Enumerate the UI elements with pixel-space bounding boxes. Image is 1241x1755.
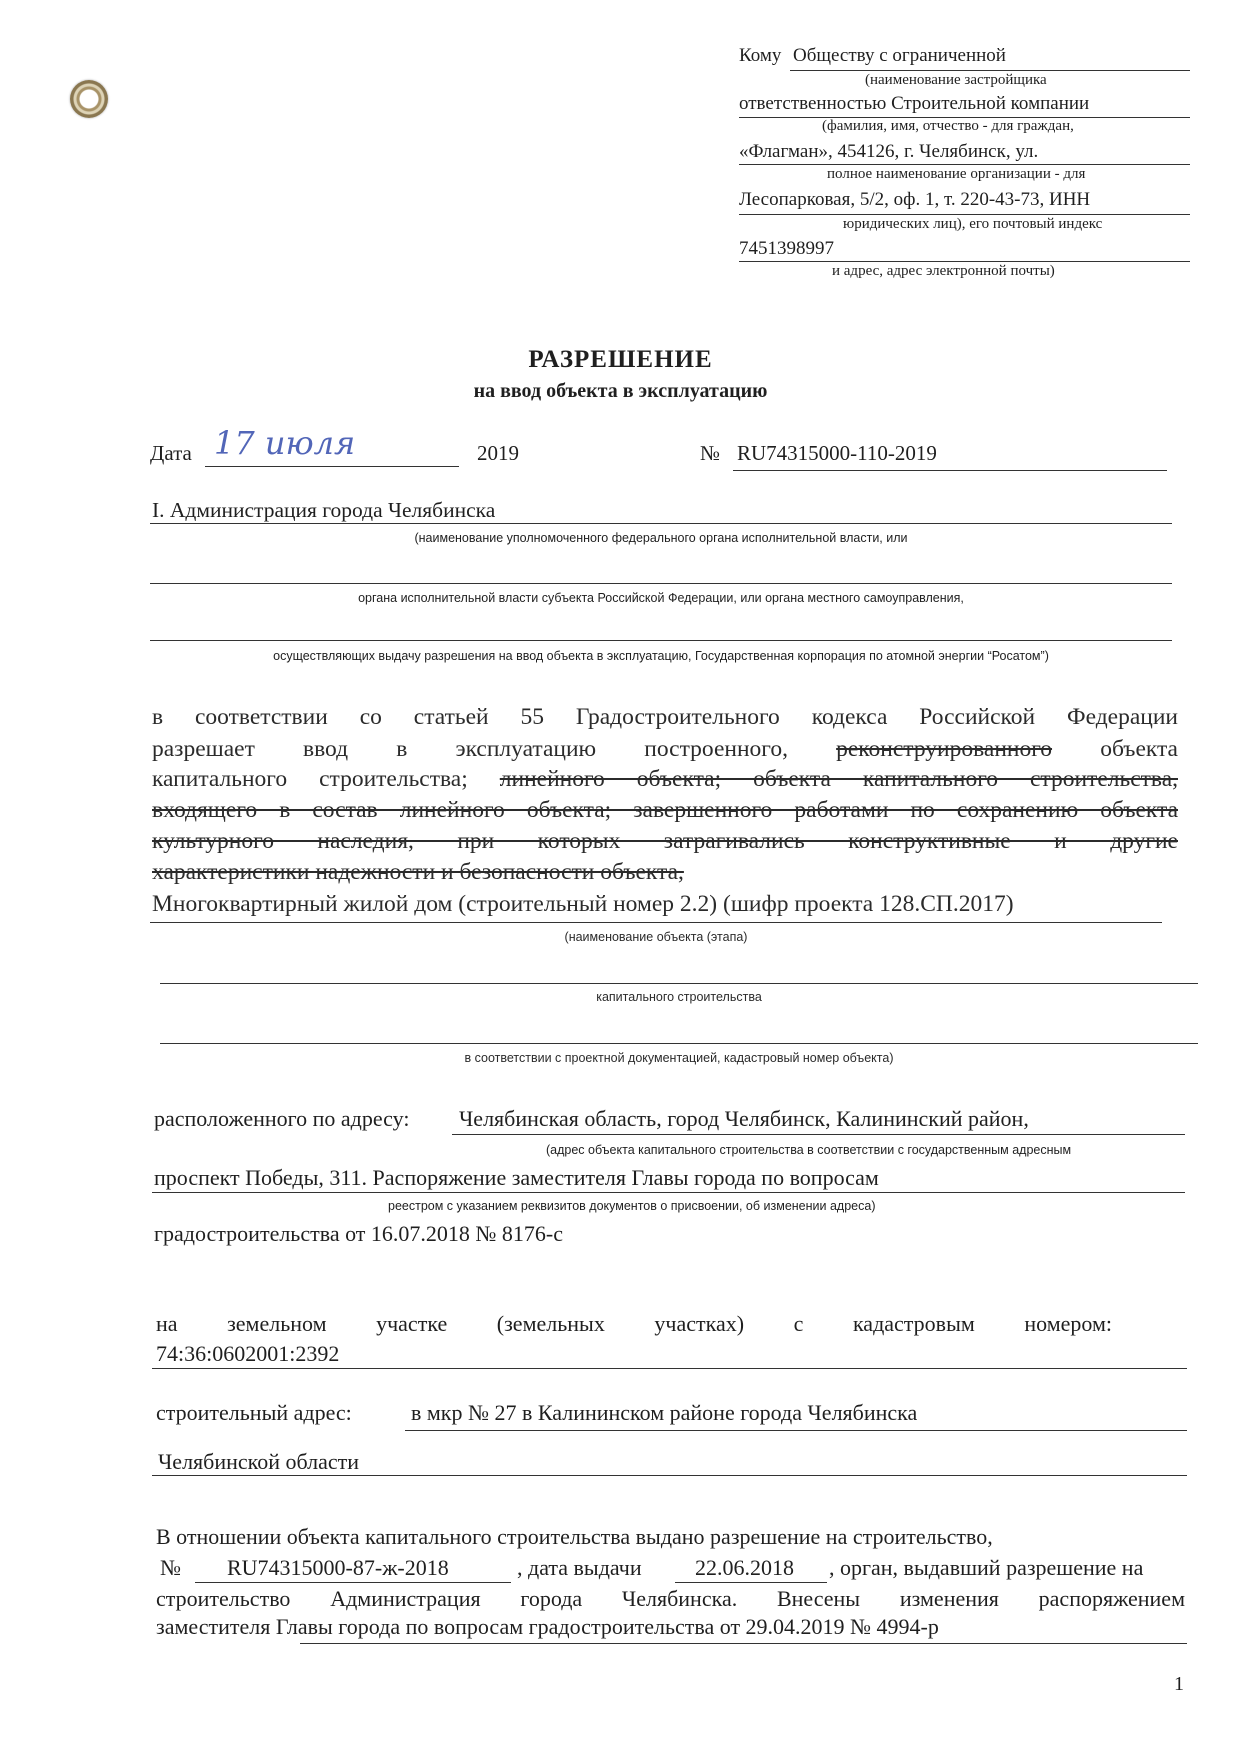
permit-date-label: , дата выдачи [517,1555,642,1580]
construction-address-line-1: в мкр № 27 в Калининском районе города Челябинска [411,1400,918,1425]
address-caption-1: (адрес объекта капитального строительства в соответствии с государственным адресным [546,1143,1072,1157]
statement-line-5 [152,828,1178,855]
address-line-1: Челябинская область, город Челябинск, Калининский район, [459,1106,1029,1131]
document-title: РАЗРЕШЕНИЕ [528,346,713,373]
addressee-line-1: Обществу с ограниченной [793,45,1006,66]
object-name: Многоквартирный жилой дом (строительный номер 2.2) (шифр проекта 128.СП.2017) [152,891,1014,917]
object-caption-2: капитального строительства [596,990,762,1004]
object-caption-3: в соответствии с проектной документацией, кадастровый номер объекта) [464,1051,894,1065]
addressee-caption-3: полное наименование организации - для [827,166,1086,182]
statement-line-2 [152,736,1178,763]
addressee-caption-1: (наименование застройщика [865,72,1047,88]
addressee-caption-5: и адрес, адрес электронной почты) [832,263,1055,279]
handwritten-date: 17 июля [214,424,356,462]
binder-hole-grommet [70,80,108,118]
date-label: Дата [150,441,192,465]
land-plot-text: на земельном участке (земельных участках) с кадастровым номером: [156,1311,1112,1336]
addressee-line-4: Лесопарковая, 5/2, оф. 1, т. 220-43-73, ИНН [739,189,1091,210]
permit-line-1: В отношении объекта капитального строительства выдано разрешение на строительство, [156,1524,993,1549]
addressee-line-5: 7451398997 [739,238,834,259]
authority-caption-1: (наименование уполномоченного федерального органа исполнительной власти, или [414,531,908,545]
statement-struck-line-6: характеристики надежности и безопасности объекта, [152,859,684,885]
construction-address-label: строительный адрес: [156,1400,352,1425]
date-year: 2019 [477,441,519,465]
statement-struck-line-5: культурного наследия, при которых затрагивались конструктивные и другие [152,828,1178,854]
statement-line-3 [152,766,1178,793]
authority-caption-3: осуществляющих выдачу разрешения на ввод объекта в эксплуатацию, Государственная корпорация по атомной энергии “Росатом”) [273,649,1049,663]
statement-line-2-a: разрешает ввод в эксплуатацию построенного, [152,736,788,762]
permit-line-3: строительство Администрация города Челябинска. Внесены изменения распоряжением [156,1586,1185,1611]
statement-struck-linear: линейного объекта; объекта капитального строительства, [499,766,1178,792]
addressee-label: Кому [739,45,782,66]
statement-line-4 [152,797,1178,824]
permit-number-label: № [160,1555,181,1580]
permit-line-4: заместителя Главы города по вопросам градостроительства от 29.04.2019 № 4994-р [156,1614,939,1639]
statement-struck-line-4: входящего в состав линейного объекта; завершенного работами по сохранению объекта [152,797,1178,823]
addressee-caption-4: юридических лиц), его почтовый индекс [843,216,1103,232]
address-line-3: градостроительства от 16.07.2018 № 8176-с [154,1221,563,1246]
number-label: № [700,441,721,465]
addressee-line-3: «Флагман», 454126, г. Челябинск, ул. [739,141,1039,162]
object-caption-1: (наименование объекта (этапа) [564,930,748,944]
page-number: 1 [1174,1673,1184,1695]
addressee-caption-2: (фамилия, имя, отчество - для граждан, [822,118,1074,134]
statement-line-2-c: объекта [1100,736,1178,762]
statement-line-1: в соответствии со статьей 55 Градостроительного кодекса Российской Федерации [152,704,1178,730]
address-caption-2: реестром с указанием реквизитов документов о присвоении, об изменении адреса) [388,1199,876,1213]
permit-number: RU74315000-110-2019 [737,441,937,465]
construction-permit-number: RU74315000-87-ж-2018 [227,1555,449,1580]
addressee-line-2: ответственностью Строительной компании [739,93,1090,114]
cadastral-number: 74:36:0602001:2392 [156,1341,340,1366]
document-subtitle: на ввод объекта в эксплуатацию [473,380,768,402]
statement-line-6 [152,859,684,886]
address-line-2: проспект Победы, 311. Распоряжение заместителя Главы города по вопросам [154,1165,879,1190]
address-label: расположенного по адресу: [154,1106,410,1131]
construction-address-line-2: Челябинской области [158,1449,360,1474]
authority-name: I. Администрация города Челябинска [152,498,496,522]
permit-line-2-tail: , орган, выдавший разрешение на [829,1555,1144,1580]
permit-issue-date: 22.06.2018 [695,1555,794,1580]
statement-line-3-a: капитального строительства; [152,766,468,792]
authority-caption-2: органа исполнительной власти субъекта Российской Федерации, или органа местного самоуправления, [358,591,964,605]
statement-struck-reconstructed: реконструированного [836,736,1053,762]
